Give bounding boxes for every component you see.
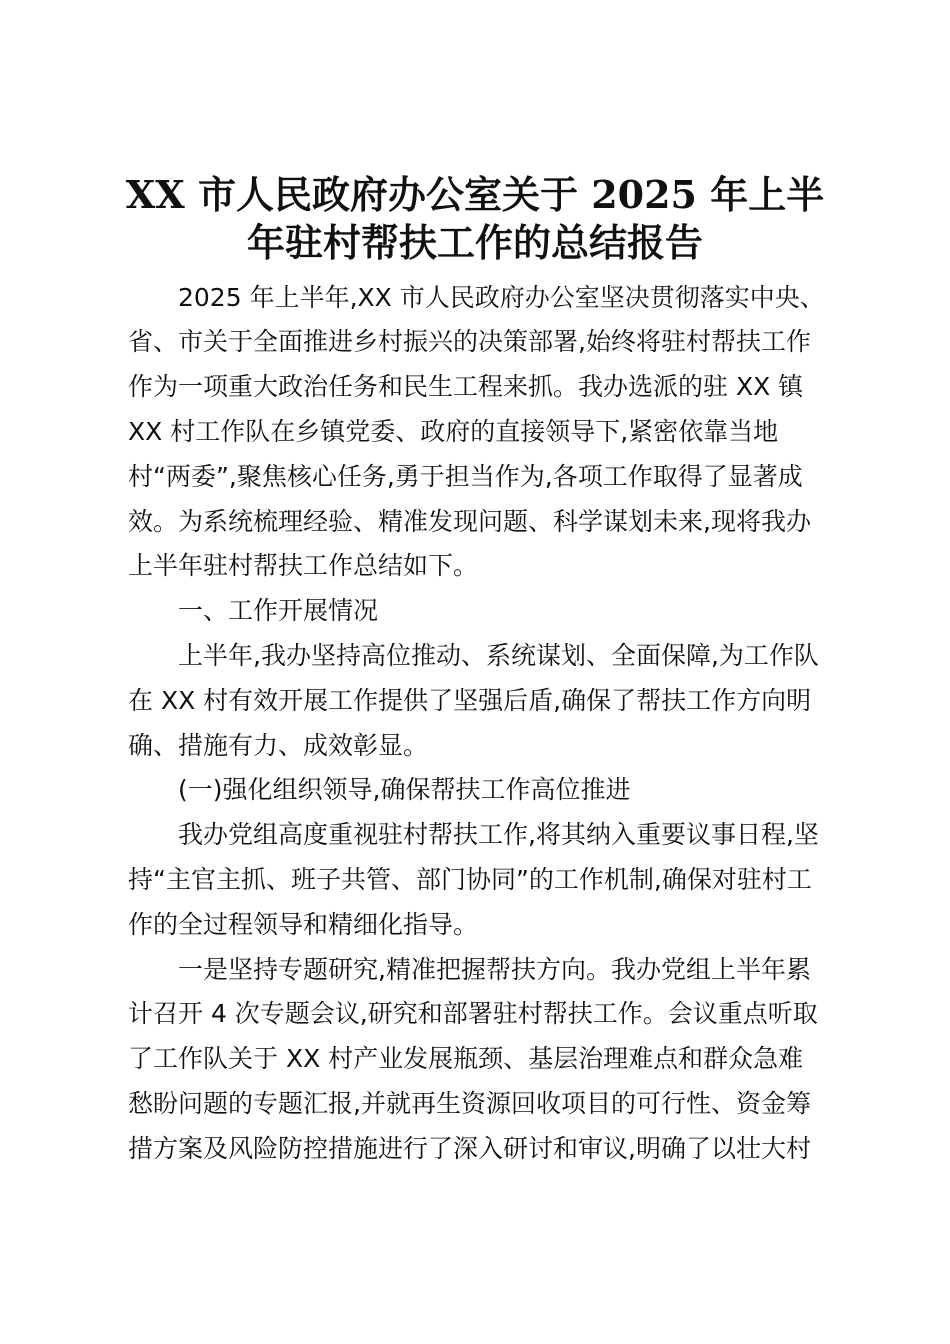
subsection-heading: (一)强化组织领导,确保帮扶工作高位推进	[178, 775, 631, 804]
paragraph-line: 一是坚持专题研究,精准把握帮扶方向。我办党组上半年累	[178, 955, 811, 984]
paragraph-line: 省、市关于全面推进乡村振兴的决策部署,始终将驻村帮扶工作	[128, 327, 811, 356]
paragraph-line: 确、措施有力、成效彰显。	[128, 731, 429, 760]
paragraph-line: 在 XX 村有效开展工作提供了坚强后盾,确保了帮扶工作方向明	[128, 686, 812, 715]
paragraph-line: 效。为系统梳理经验、精准发现问题、科学谋划未来,现将我办	[128, 507, 811, 536]
paragraph-line: 了工作队关于 XX 村产业发展瓶颈、基层治理难点和群众急难	[128, 1044, 804, 1073]
paragraph-line: 措方案及风险防控措施进行了深入研讨和审议,明确了以壮大村	[128, 1134, 811, 1163]
paragraph-line: 愁盼问题的专题汇报,并就再生资源回收项目的可行性、资金筹	[128, 1089, 811, 1118]
paragraph-line: 2025 年上半年,XX 市人民政府办公室坚决贯彻落实中央、	[178, 283, 825, 312]
document-title-line-1: XX 市人民政府办公室关于 2025 年上半	[125, 172, 825, 217]
paragraph-line: 村“两委”,聚焦核心任务,勇于担当作为,各项工作取得了显著成	[128, 462, 803, 491]
paragraph-line: 作的全过程领导和精细化指导。	[128, 910, 479, 939]
paragraph-line: 计召开 4 次专题会议,研究和部署驻村帮扶工作。会议重点听取	[128, 999, 818, 1028]
paragraph-line: 我办党组高度重视驻村帮扶工作,将其纳入重要议事日程,坚	[178, 820, 819, 849]
paragraph-line: XX 村工作队在乡镇党委、政府的直接领导下,紧密依靠当地	[128, 417, 779, 446]
paragraph-line: 作为一项重大政治任务和民生工程来抓。我办选派的驻 XX 镇	[128, 372, 804, 401]
paragraph-line: 上半年驻村帮扶工作总结如下。	[128, 551, 479, 580]
paragraph-line: 上半年,我办坚持高位推动、系统谋划、全面保障,为工作队	[178, 641, 819, 670]
paragraph-line: 持“主官主抓、班子共管、部门协同”的工作机制,确保对驻村工	[128, 865, 812, 894]
section-heading: 一、工作开展情况	[178, 596, 379, 625]
document-title-line-2: 年驻村帮扶工作的总结报告	[246, 220, 703, 265]
